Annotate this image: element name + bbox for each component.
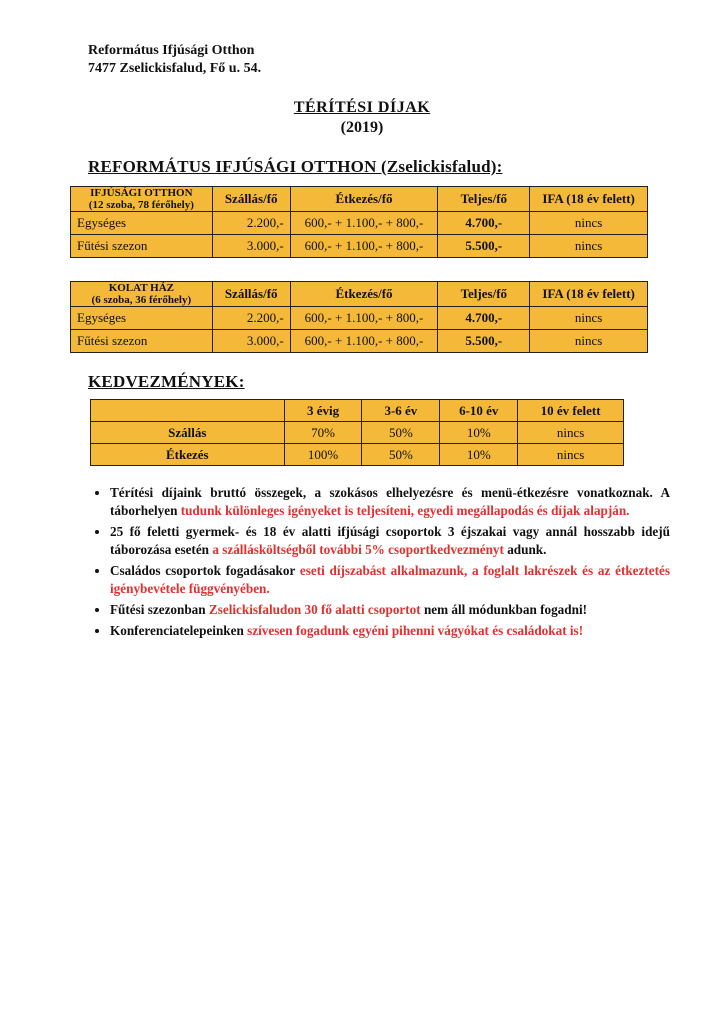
ifa-value: nincs: [530, 330, 648, 353]
col-age-0-3: 3 évig: [284, 400, 362, 422]
table-header-row: [71, 187, 648, 212]
title-year: (2019): [340, 119, 384, 136]
discount-value: nincs: [518, 422, 624, 444]
ifa-value: nincs: [530, 235, 648, 258]
lodging-value: 3.000,-: [212, 330, 290, 353]
note-text: Családos csoportok fogadásakor: [110, 563, 300, 578]
note-item: [110, 622, 670, 640]
discount-value: 50%: [362, 422, 440, 444]
table-header-row: [91, 400, 624, 422]
discount-table: [90, 399, 624, 466]
ifa-value: nincs: [530, 307, 648, 330]
row-label: Fűtési szezon: [71, 235, 213, 258]
meals-value: 600,- + 1.100,- + 800,-: [290, 307, 438, 330]
meals-value: 600,- + 1.100,- + 800,-: [290, 212, 438, 235]
notes-list: [88, 484, 670, 643]
table-row: [71, 330, 648, 353]
note-highlight: eseti díjszabást alkalmazunk, a foglalt lakrészek és az étkeztetés igénybevétele függvényében.: [110, 563, 670, 596]
building-capacity: (12 szoba, 78 férőhely): [88, 199, 194, 211]
fee-table-kolat-haz: [70, 281, 648, 353]
discount-value: 100%: [284, 444, 362, 466]
col-age-10-plus: 10 év felett: [518, 400, 624, 422]
row-label: Egységes: [71, 212, 213, 235]
note-highlight: Zselickisfaludon 30 fő alatti csoportot: [208, 602, 421, 617]
table-row: [91, 422, 624, 444]
institution-header: [88, 42, 261, 78]
building-name-cell: [71, 187, 213, 212]
building-capacity: (6 szoba, 36 férőhely): [91, 294, 192, 306]
lodging-value: 3.000,-: [212, 235, 290, 258]
col-lodging: Szállás/fő: [212, 282, 290, 307]
note-text: 25 fő feletti gyermek- és 18 év alatti ifjúsági csoportok 3 éjszakai vagy annál hosszabb idejű táborozása esetén: [110, 524, 670, 557]
discount-value: nincs: [518, 444, 624, 466]
col-meals: Étkezés/fő: [290, 187, 438, 212]
note-highlight: szívesen fogadunk egyéni pihenni vágyókat és családokat is!: [247, 623, 584, 638]
note-item: [110, 562, 670, 598]
lodging-value: 2.200,-: [212, 212, 290, 235]
row-label: Étkezés: [91, 444, 285, 466]
note-text: nem áll módunkban fogadni!: [420, 602, 587, 617]
total-value: 5.500,-: [438, 330, 530, 353]
note-item: [110, 601, 670, 619]
fee-table-ifjusagi-otthon: [70, 186, 648, 258]
table-row: [71, 235, 648, 258]
note-highlight: tudunk különleges igényeket is teljesíteni, egyedi megállapodás és díjak alapján.: [180, 503, 630, 518]
building-name-cell: [71, 282, 213, 307]
building-name: IFJÚSÁGI OTTHON: [90, 187, 193, 199]
note-text: Térítési díjaink bruttó összegek, a szokásos elhelyezésre és menü-étkezésre vonatkoznak. A táborhelyen: [110, 485, 670, 518]
note-item: [110, 484, 670, 520]
note-text: Konferenciatelepeinken: [110, 623, 248, 638]
col-lodging: Szállás/fő: [212, 187, 290, 212]
note-highlight: a szállásköltségből további 5% csoportkedvezményt: [212, 542, 504, 557]
meals-value: 600,- + 1.100,- + 800,-: [290, 330, 438, 353]
total-value: 5.500,-: [438, 235, 530, 258]
col-age-3-6: 3-6 év: [362, 400, 440, 422]
empty-corner-cell: [91, 400, 285, 422]
col-ifa: IFA (18 év felett): [530, 187, 648, 212]
note-text: Fűtési szezonban: [110, 602, 209, 617]
discount-value: 70%: [284, 422, 362, 444]
lodging-value: 2.200,-: [212, 307, 290, 330]
discount-value: 50%: [362, 444, 440, 466]
table-row: [71, 307, 648, 330]
document-title: [0, 98, 724, 138]
row-label: Egységes: [71, 307, 213, 330]
note-item: [110, 523, 670, 559]
col-meals: Étkezés/fő: [290, 282, 438, 307]
meals-value: 600,- + 1.100,- + 800,-: [290, 235, 438, 258]
table-row: [71, 212, 648, 235]
col-total: Teljes/fő: [438, 282, 530, 307]
discount-value: 10%: [440, 444, 518, 466]
table-header-row: [71, 282, 648, 307]
row-label: Fűtési szezon: [71, 330, 213, 353]
total-value: 4.700,-: [438, 212, 530, 235]
table-row: [91, 444, 624, 466]
institution-address: 7477 Zselickisfalud, Fő u. 54.: [88, 61, 262, 76]
discount-value: 10%: [440, 422, 518, 444]
row-label: Szállás: [91, 422, 285, 444]
section-title-otthon: REFORMÁTUS IFJÚSÁGI OTTHON (Zselickisfalud):: [88, 157, 503, 176]
col-age-6-10: 6-10 év: [440, 400, 518, 422]
institution-name: Református Ifjúsági Otthon: [88, 43, 255, 58]
section-title-discounts: KEDVEZMÉNYEK:: [88, 372, 245, 391]
col-total: Teljes/fő: [438, 187, 530, 212]
building-name: KOLAT HÁZ: [108, 282, 174, 294]
total-value: 4.700,-: [438, 307, 530, 330]
ifa-value: nincs: [530, 212, 648, 235]
note-text: adunk.: [503, 542, 547, 557]
title-main: TÉRÍTÉSI DÍJAK: [293, 99, 431, 116]
col-ifa: IFA (18 év felett): [530, 282, 648, 307]
